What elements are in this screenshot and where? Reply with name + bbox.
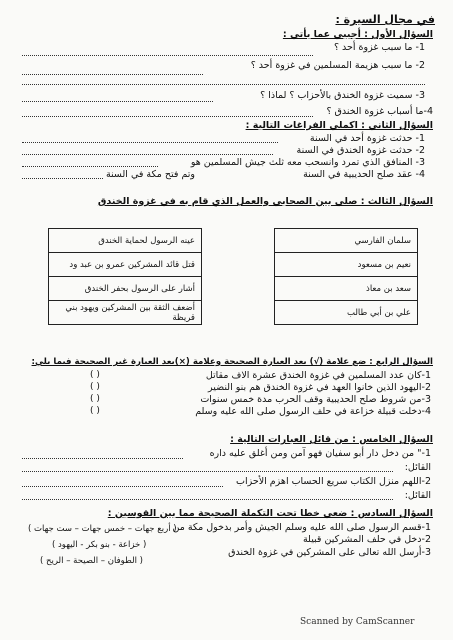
companion-name: سلمان الفارسي: [275, 229, 418, 253]
answer-line: [22, 166, 158, 167]
q5-speaker-label: القائل:: [404, 462, 431, 473]
q4-title: السؤال الرابع : ضع علامة (√) بعد العبارة الصحيحة وعلامة (×)بعد العبارة غير الصحيحة فيما يلي:: [31, 357, 433, 367]
q2-item-4: 4- عقد صلح الحديبية في السنة: [303, 169, 425, 180]
q6-item-2: 2-دخل في حلف المشركين قبيلة: [302, 534, 431, 545]
q5-speaker-label: القائل:: [404, 490, 431, 501]
q6-options-2[interactable]: ( خزاعة - بنو بكر - اليهود ): [52, 540, 147, 550]
answer-line: [22, 74, 203, 75]
companion-action: أشار على الرسول بحفر الخندق: [49, 277, 202, 301]
q6-options-1[interactable]: ( أربع جهات – خمس جهات – ست جهات ): [28, 524, 177, 534]
companion-name: علي بن أبي طالب: [275, 301, 418, 325]
table-row: [49, 229, 418, 253]
q1-item-2: 2- ما سبب هزيمة المسلمين في غزوة أحد ؟: [250, 60, 425, 71]
companion-name: سعد بن معاذ: [275, 277, 418, 301]
answer-line: [22, 178, 103, 179]
answer-line: [22, 142, 278, 143]
companion-action: عينه الرسول لحماية الخندق: [49, 229, 202, 253]
answer-brackets[interactable]: ( ): [90, 406, 100, 416]
companion-action: أضعف الثقة بين المشركين ويهود بني قريظة: [49, 301, 202, 325]
answer-line: [22, 154, 273, 155]
answer-line: [22, 458, 183, 459]
answer-line: [22, 471, 393, 472]
q4-item-1: 1-كان عدد المسلمين في غزوة الخندق عشرة الاف مقاتل: [205, 370, 431, 381]
companion-name: نعيم بن مسعود: [275, 253, 418, 277]
matching-table: [48, 228, 418, 325]
q5-title: السؤال الخامس : من قائل العبارات التالية :: [230, 434, 433, 445]
q2-item-3: 3- المنافق الذي تمرد وانسحب معه ثلث جيش المسلمين هو: [190, 157, 425, 168]
q5-item-1: 1-" من دخل دار أبو سفيان فهو آمن ومن أغلق عليه داره: [209, 448, 431, 459]
q6-item-1: 1-قسم الرسول صلى الله عليه وسلم الجيش وأمر بدخول مكة من: [172, 522, 431, 533]
q2-item-2: 2- حدثت غزوة الخندق في السنة: [296, 145, 425, 156]
q2-item-5: وتم فتح مكة في السنة: [105, 169, 195, 180]
q1-item-3: 3- سميت غزوة الخندق بالأحزاب ؟ لماذا ؟: [260, 90, 425, 101]
answer-line: [22, 55, 313, 56]
answer-line: [22, 486, 223, 487]
q4-item-2: 2-اليهود الذين خانوا العهد في غزوة الخندق هم بنو النضير: [207, 382, 431, 393]
table-row: [49, 277, 418, 301]
q3-title: السؤال الثالث : صلي بين الصحابي والعمل الذي قام به في غزوة الخندق: [97, 196, 433, 207]
section-title: في مجال السيرة :: [335, 13, 435, 26]
q5-item-2: 2-اللهم منزل الكتاب سريع الحساب اهزم الأحزاب: [236, 476, 431, 487]
q1-item-4: 4-ما أسباب غزوة الخندق ؟: [326, 106, 433, 117]
table-row: [49, 301, 418, 325]
q6-title: السؤال السادس : ضعي خطا تحت التكملة الصحيحة مما بين القوسين :: [107, 508, 433, 519]
q1-item-1: 1- ما سبب غزوة أحد ؟: [333, 42, 425, 53]
answer-line: [22, 101, 213, 102]
q2-title: السؤال الثاني : اكملي الفراغات التالية :: [245, 120, 433, 131]
q6-item-3: 3-أرسل الله تعالى على المشركين في غزوة الخندق: [228, 547, 431, 558]
answer-line: [22, 84, 425, 85]
answer-brackets[interactable]: ( ): [90, 370, 100, 380]
q4-item-3: 3-من شروط صلح الحديبية وقف الحرب مدة خمس سنوات: [200, 394, 431, 405]
answer-line: [22, 499, 393, 500]
table-row: [49, 253, 418, 277]
q4-item-4: 4-دخلت قبيلة خزاعة في حلف الرسول صلى الله عليه وسلم: [195, 406, 431, 417]
q1-title: السؤال الأول : أجيبي عما يأتي :: [282, 29, 433, 40]
scanner-watermark: Scanned by CamScanner: [300, 617, 415, 627]
q2-item-1: 1- حدثت غزوة أحد في السنة: [309, 133, 425, 144]
answer-brackets[interactable]: ( ): [90, 394, 100, 404]
companion-action: قتل قائد المشركين عمرو بن عبد ود: [49, 253, 202, 277]
q6-options-3[interactable]: ( الطوفان – الصيحة – الريح ): [40, 556, 143, 566]
answer-line: [22, 116, 313, 117]
answer-brackets[interactable]: ( ): [90, 382, 100, 392]
